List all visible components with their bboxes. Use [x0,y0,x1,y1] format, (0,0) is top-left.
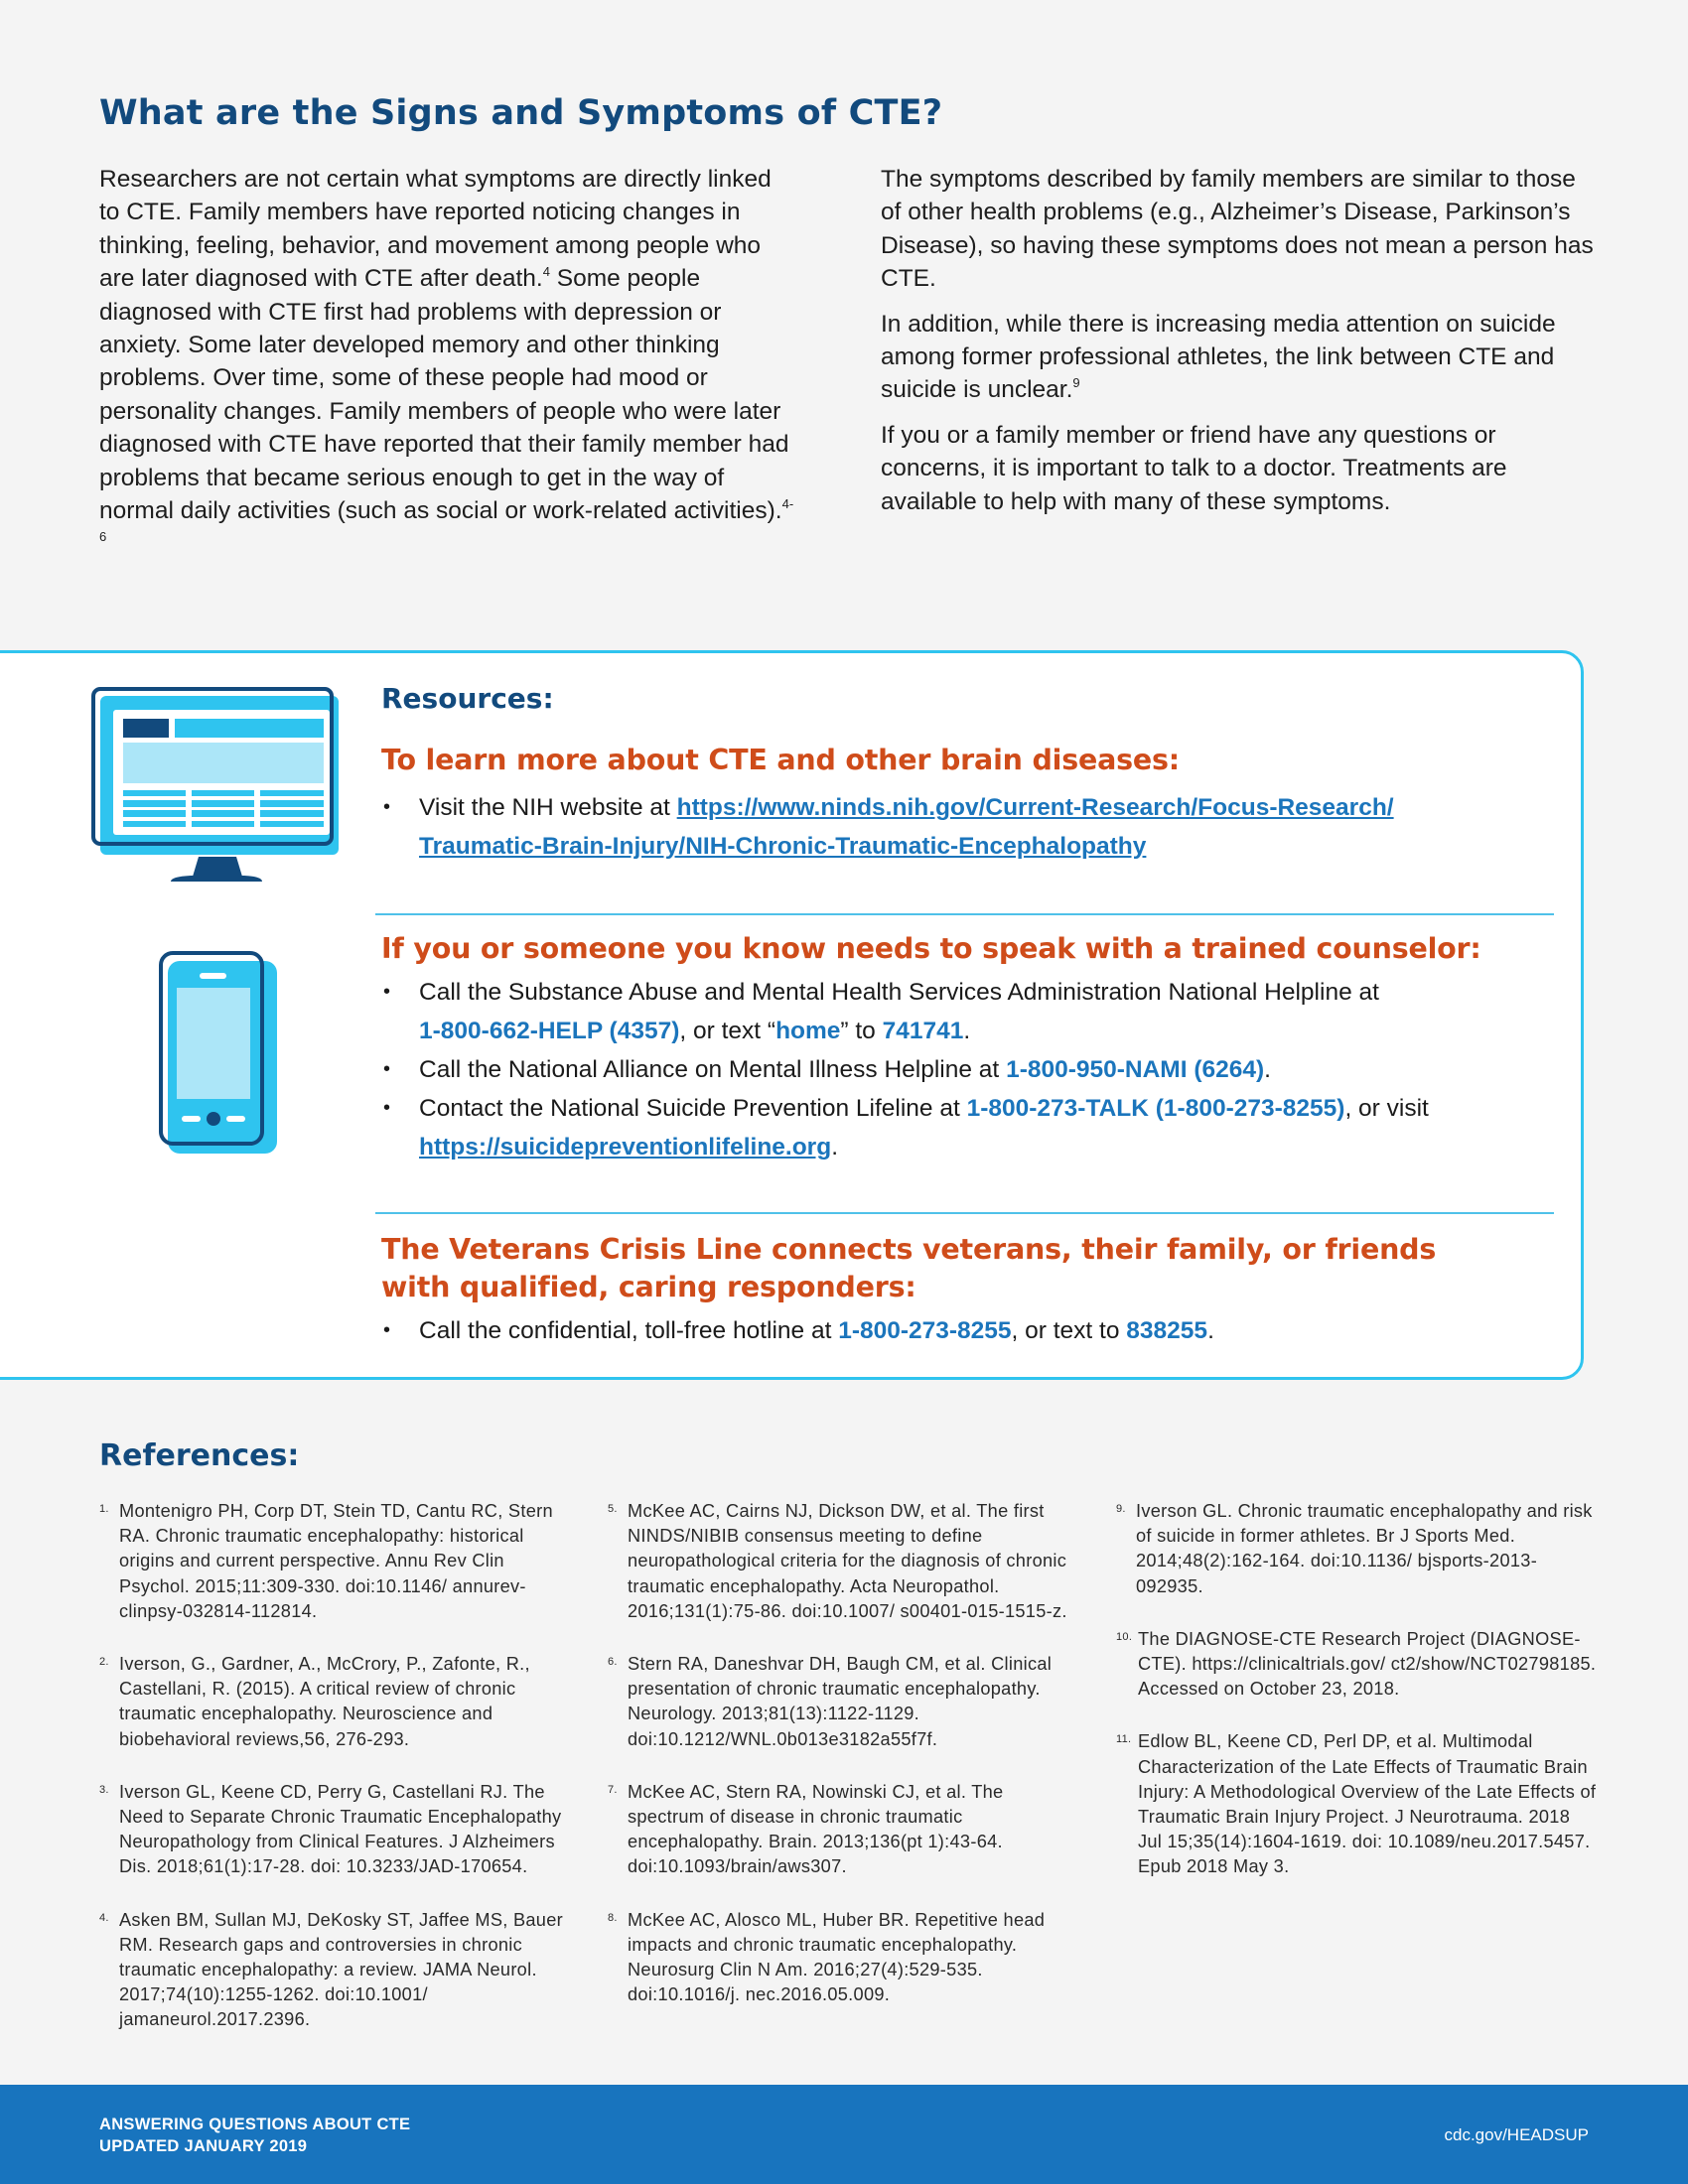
footer-updated-date: UPDATED JANUARY 2019 [99,2137,308,2155]
reference-item: 11. Edlow BL, Keene CD, Perl DP, et al. Multimodal Characterization of the Late Effects of Traumatic Brain Injury: A Methodological Overview of the Late Effects of Traumatic Brain Injury Project. J Neurotrauma. 2018 Jul 15;35(14):1604-1619. doi: 10.1089/neu.2017.5457. Epub 2018 May 3. [1116,1731,1597,1877]
footer-website-link[interactable]: cdc.gov/HEADSUP [1444,2125,1589,2144]
resource-section-learn-more [381,742,1553,866]
bullet-list [381,973,1573,1166]
samhsa-phone-link[interactable]: 1-800-662-HELP (4357) [419,1018,680,1044]
lifeline-website-link[interactable]: https://suicidepreventionlifeline.org [419,1134,832,1160]
reference-item: 9. Iverson GL. Chronic traumatic encephalopathy and risk of suicide in former athletes. Br J Sports Med. 2014;48(2):162-164. doi:10.1136/ bjsports-2013-092935. [1116,1501,1593,1596]
intro-paragraph: Researchers are not certain what symptoms are directly linked to CTE. Family members have reported noticing changes in thinking, feeling, behavior, and movement among people who are later diagnosed with CTE after death.$^4$ Some people diagnosed with CTE first had problems with depression or anxiety. Some later developed memory and other thinking problems. Over time, some of these people had mood or personality changes. Family members of people who were later diagnosed with CTE have reported that their family member had problems that became serious enough to get in the way of normal daily activities (such as social or work-related activities).$^{4-6}$ [99,166,794,545]
section-divider [375,1212,1554,1214]
resource-section-veterans [381,1231,1503,1350]
reference-item: 2. Iverson, G., Gardner, A., McCrory, P., Zafonte, R., Castellani, R. (2015). A critical review of chronic traumatic encephalopathy. Neuroscience and biobehavioral reviews,56, 276-293. [99,1654,530,1749]
veterans-phone-link[interactable]: 1-800-273-8255 [838,1317,1012,1344]
footer-document-info [99,2114,410,2157]
smartphone-icon [159,951,280,1156]
resources-title: Resources: [381,682,554,715]
section-heading: The Veterans Crisis Line connects veterans, their family, or friends with qualified, caring responders: [381,1233,1437,1303]
reference-item: 8. McKee AC, Alosco ML, Huber BR. Repetitive head impacts and chronic traumatic encephalopathy. Neurosurg Clin N Am. 2016;27(4):529-535. doi:10.1016/j. nec.2016.05.009. [608,1909,1046,2005]
page-title: What are the Signs and Symptoms of CTE? [99,93,943,133]
reference-item: 7. McKee AC, Stern RA, Nowinski CJ, et al. The spectrum of disease in chronic traumatic encephalopathy. Brain. 2013;136(pt 1):43-64. doi:10.1093/brain/aws307. [608,1781,1004,1877]
references-title: References: [99,1438,300,1473]
resource-section-counselor [381,930,1573,1166]
nih-website-link[interactable]: https://www.ninds.nih.gov/Current-Research/Focus-Research/ Traumatic-Brain-Injury/NIH-Chronic-Traumatic-Encephalopathy [419,794,1394,860]
text-keyword: home [775,1018,841,1044]
page-footer [0,2085,1688,2184]
footnote-ref: 4-6 [99,496,794,545]
bullet-list [381,1311,1503,1350]
reference-item: 1. Montenigro PH, Corp DT, Stein TD, Cantu RC, Stern RA. Chronic traumatic encephalopathy: historical origins and current perspective. Annu Rev Clin Psychol. 2015;11:309-330. doi:10.1146/ annurev-clinpsy-032814-112814. [99,1501,553,1621]
veterans-text-shortcode-link[interactable]: 838255 [1126,1317,1208,1344]
section-heading: If you or someone you know needs to speak with a trained counselor: [381,932,1481,965]
references-column-1 [99,1499,574,2061]
references-column-2 [608,1499,1084,2035]
reference-item: 5. McKee AC, Cairns NJ, Dickson DW, et al. The first NINDS/NIBIB consensus meeting to define neuropathological criteria for the diagnosis of chronic traumatic encephalopathy. Acta Neuropathol. 2016;131(1):75-86. doi:10.1007/ s00401-015-1515-z. [608,1501,1067,1621]
references-column-3 [1116,1499,1597,1908]
list-item: • Call the National Alliance on Mental Illness Helpline at 1-800-950-NAMI (6264). [381,1050,1573,1089]
computer-monitor-icon [91,687,342,886]
list-item: • Contact the National Suicide Prevention Lifeline at 1-800-273-TALK (1-800-273-8255), or visit https://suicidepreventionlifeline.org. [381,1089,1573,1166]
text-shortcode-link[interactable]: 741741 [882,1018,964,1044]
reference-item: 4. Asken BM, Sullan MJ, DeKosky ST, Jaffee MS, Bauer RM. Research gaps and controversies in chronic traumatic encephalopathy: a review. JAMA Neurol. 2017;74(10):1255-1262. doi:10.1001/ jamaneurol.2017.2396. [99,1909,563,2030]
intro-paragraph: If you or a family member or friend have any questions or concerns, it is important to talk to a doctor. Treatments are available to help with many of these symptoms. [881,421,1507,515]
reference-item: 3. Iverson GL, Keene CD, Perry G, Castellani RJ. The Need to Separate Chronic Traumatic Encephalopathy Neuropathology from Clinical Features. J Alzheimers Dis. 2018;61(1):17-28. doi: 10.3233/JAD-170654. [99,1781,562,1877]
intro-right-column [881,163,1596,530]
intro-paragraph: In addition, while there is increasing media attention on suicide among former professional athletes, the link between CTE and suicide is unclear.$^9$ [881,310,1556,404]
reference-item: 6. Stern RA, Daneshvar DH, Baugh CM, et al. Clinical presentation of chronic traumatic encephalopathy. Neurology. 2013;81(13):1122-1129. doi:10.1212/WNL.0b013e3182a55f7f. [608,1654,1053,1749]
list-item: • Visit the NIH website at https://www.ninds.nih.gov/Current-Research/Focus-Research/ Traumatic-Brain-Injury/NIH-Chronic-Traumatic-Encephalopathy [381,788,1553,866]
nami-phone-link[interactable]: 1-800-950-NAMI (6264) [1006,1056,1265,1083]
section-heading: To learn more about CTE and other brain diseases: [381,744,1180,776]
footnote-ref: 4 [542,264,550,280]
bullet-list [381,788,1553,866]
intro-paragraph: The symptoms described by family members are similar to those of other health problems (e.g., Alzheimer’s Disease, Parkinson’s Disease), so having these symptoms does not mean a person has CTE. [881,166,1594,293]
lifeline-phone-link[interactable]: 1-800-273-TALK (1-800-273-8255) [966,1095,1345,1122]
intro-left-column [99,163,794,573]
reference-item: 10. The DIAGNOSE-CTE Research Project (DIAGNOSE-CTE). https://clinicaltrials.gov/ ct2/show/NCT02798185. Accessed on October 23, 2018. [1116,1628,1597,1700]
list-item: • Call the confidential, toll-free hotline at 1-800-273-8255, or text to 838255. [381,1311,1503,1350]
footnote-ref: 9 [1072,375,1080,391]
list-item: • Call the Substance Abuse and Mental Health Services Administration National Helpline at 1-800-662-HELP (4357), or text “home” to 741741. [381,973,1573,1050]
footer-doc-title: ANSWERING QUESTIONS ABOUT CTE [99,2116,411,2133]
section-divider [375,913,1554,915]
